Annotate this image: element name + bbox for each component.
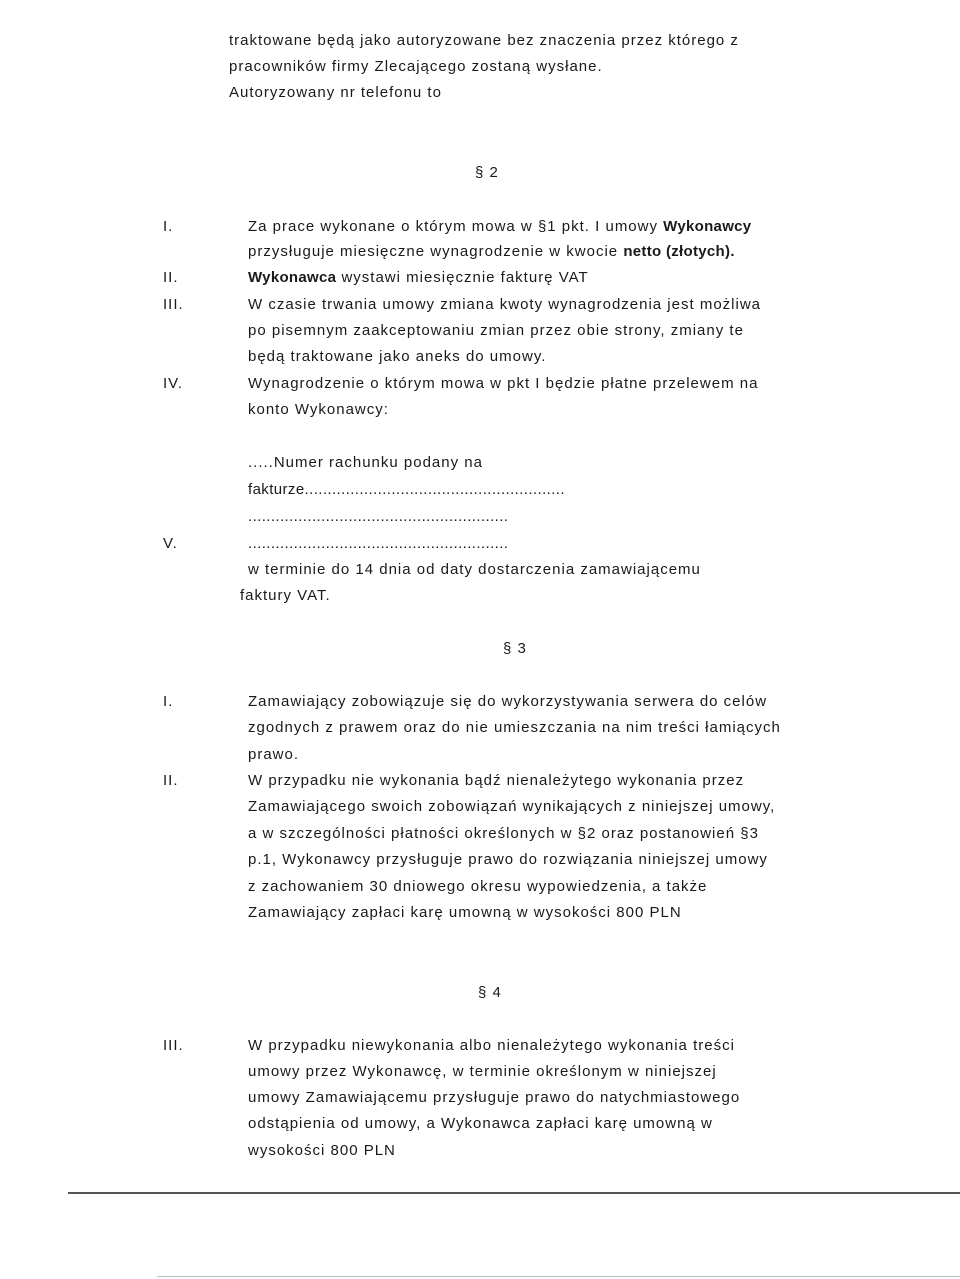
section-symbol: § xyxy=(475,164,485,181)
paragraph-line: a w szczególności płatności określonych w §2 oraz postanowień §3 xyxy=(248,825,759,842)
paragraph-line: umowy przez Wykonawcę, w terminie określonym w niniejszej xyxy=(248,1063,717,1080)
intro-line: traktowane będą jako autoryzowane bez znaczenia przez którego z xyxy=(229,32,739,49)
section-number: 4 xyxy=(492,984,502,1001)
paragraph-line: zgodnych z prawem oraz do nie umieszczania na nim treści łamiących xyxy=(248,719,781,736)
paragraph-line: będą traktowane jako aneks do umowy. xyxy=(248,348,547,365)
page-divider xyxy=(68,1192,960,1194)
paragraph-line: konto Wykonawcy: xyxy=(248,401,389,418)
paragraph-line: .....Numer rachunku podany na xyxy=(248,454,483,471)
bold-term: Wykonawcy xyxy=(663,218,752,235)
paragraph-line: przysługuje miesięczne wynagrodzenie w kwocie netto (złotych). xyxy=(248,243,735,260)
item-marker: V. xyxy=(163,535,178,552)
item-marker: II. xyxy=(163,269,179,286)
section-number: 3 xyxy=(517,640,527,657)
item-marker: I. xyxy=(163,218,174,235)
section-symbol: § xyxy=(740,825,750,842)
section-symbol: § xyxy=(577,825,587,842)
paragraph-line: odstąpienia od umowy, a Wykonawca zapłaci karę umowną w xyxy=(248,1115,713,1132)
paragraph-line: wysokości 800 PLN xyxy=(248,1142,396,1159)
paragraph-line: W czasie trwania umowy zmiana kwoty wynagrodzenia jest możliwa xyxy=(248,296,761,313)
paragraph-line: Zamawiającego swoich zobowiązań wynikających z niniejszej umowy, xyxy=(248,798,776,815)
paragraph-line: umowy Zamawiającemu przysługuje prawo do natychmiastowego xyxy=(248,1089,741,1106)
intro-line: pracowników firmy Zlecającego zostaną wysłane. xyxy=(229,58,603,75)
paragraph-line: Za prace wykonane o którym mowa w §1 pkt. I umowy Wykonawcy xyxy=(248,218,752,235)
section-number: 2 xyxy=(489,164,499,181)
paragraph-line: faktury VAT. xyxy=(240,587,331,604)
paragraph-line: Zamawiający zobowiązuje się do wykorzystywania serwera do celów xyxy=(248,693,768,710)
paragraph-line: W przypadku niewykonania albo nienależytego wykonania treści xyxy=(248,1037,735,1054)
section-heading-2 xyxy=(475,163,499,183)
paragraph-line: w terminie do 14 dnia od daty dostarczenia zamawiającemu xyxy=(248,561,701,578)
paragraph-line: Wykonawca wystawi miesięcznie fakturę VAT xyxy=(248,269,589,286)
bold-term: netto (złotych). xyxy=(623,243,735,260)
paragraph-line: ......................................................... xyxy=(248,508,509,525)
section-symbol: § xyxy=(478,984,488,1001)
paragraph-line: Zamawiający zapłaci karę umowną w wysokości 800 PLN xyxy=(248,904,682,921)
paragraph-line: p.1, Wykonawcy przysługuje prawo do rozwiązania niniejszej umowy xyxy=(248,851,768,868)
item-marker: II. xyxy=(163,772,179,789)
paragraph-line: W przypadku nie wykonania bądź nienależytego wykonania przez xyxy=(248,772,745,789)
intro-line: Autoryzowany nr telefonu to xyxy=(229,84,442,101)
paragraph-line: z zachowaniem 30 dniowego okresu wypowiedzenia, a także xyxy=(248,878,708,895)
item-marker: IV. xyxy=(163,375,183,392)
item-marker: III. xyxy=(163,1037,184,1054)
item-marker: III. xyxy=(163,296,184,313)
paragraph-line: fakturze......................................................... xyxy=(248,481,565,498)
bold-term: Wykonawca xyxy=(248,269,337,286)
section-heading-4 xyxy=(478,983,502,1003)
section-heading-3 xyxy=(503,639,527,659)
section-symbol: § xyxy=(537,218,548,235)
paragraph-line: po pisemnym zaakceptowaniu zmian przez obie strony, zmiany te xyxy=(248,322,744,339)
paragraph-line: ......................................................... xyxy=(248,535,509,552)
page-divider xyxy=(157,1276,960,1277)
section-symbol: § xyxy=(503,640,513,657)
paragraph-line: Wynagrodzenie o którym mowa w pkt I będzie płatne przelewem na xyxy=(248,375,759,392)
paragraph-line: prawo. xyxy=(248,746,300,763)
item-marker: I. xyxy=(163,693,174,710)
